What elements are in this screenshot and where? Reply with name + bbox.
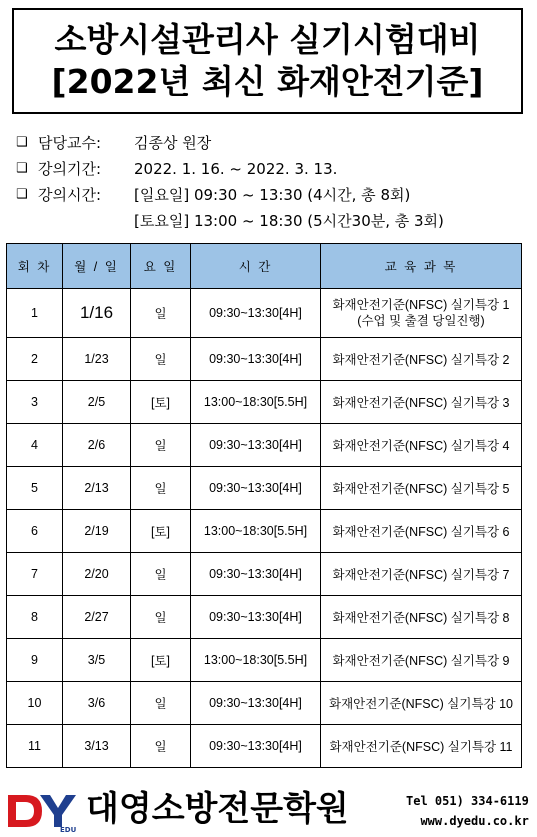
cell-session: 3 [7,381,63,424]
cell-time: 09:30~13:30[4H] [191,596,321,639]
cell-date: 1/16 [63,289,131,338]
header-time: 시 간 [191,244,321,289]
table-row [7,381,522,424]
logo-sub-text: EDU [60,826,77,833]
cell-day: 일 [131,596,191,639]
cell-subject [321,289,522,338]
cell-date: 2/5 [63,381,131,424]
cell-session: 1 [7,289,63,338]
cell-day: 일 [131,467,191,510]
table-row [7,639,522,682]
cell-session: 6 [7,510,63,553]
header-day: 요 일 [131,244,191,289]
schedule-table [6,243,522,768]
title-line-1: 소방시설관리사 실기시험대비 [54,20,481,59]
cell-day: 일 [131,424,191,467]
info-time [16,182,526,208]
table-row [7,725,522,768]
cell-session: 7 [7,553,63,596]
cell-day: 일 [131,338,191,381]
cell-subject: 화재안전기준(NFSC) 실기특강 6 [321,510,522,553]
dy-edu-logo-icon [6,789,86,833]
checkbox-bullet-icon: ❑ [16,135,28,150]
cell-date: 2/27 [63,596,131,639]
info-professor [16,130,526,156]
website-link[interactable]: www.dyedu.co.kr [420,814,529,828]
table-row [7,289,522,338]
table-row [7,424,522,467]
cell-time: 13:00~18:30[5.5H] [191,381,321,424]
cell-time: 09:30~13:30[4H] [191,289,321,338]
cell-session: 11 [7,725,63,768]
title-line-2: [2022년 최신 화재안전기준] [51,62,484,101]
cell-time: 09:30~13:30[4H] [191,725,321,768]
cell-day: 일 [131,553,191,596]
subject-text: 화재안전기준(NFSC) 실기특강 1 [332,298,510,312]
cell-subject: 화재안전기준(NFSC) 실기특강 10 [321,682,522,725]
cell-subject: 화재안전기준(NFSC) 실기특강 2 [321,338,522,381]
cell-time: 13:00~18:30[5.5H] [191,510,321,553]
checkbox-bullet-icon: ❑ [16,161,28,176]
cell-session: 10 [7,682,63,725]
header-subject: 교 육 과 목 [321,244,522,289]
cell-date: 1/23 [63,338,131,381]
cell-date: 2/19 [63,510,131,553]
academy-name: 대영소방전문학원 [86,789,349,829]
cell-time: 13:00~18:30[5.5H] [191,639,321,682]
cell-time: 09:30~13:30[4H] [191,424,321,467]
header-date: 월 / 일 [63,244,131,289]
time-label: 강의시간: [38,186,102,204]
cell-session: 2 [7,338,63,381]
cell-subject: 화재안전기준(NFSC) 실기특강 3 [321,381,522,424]
cell-day: 일 [131,682,191,725]
time-value-sunday: [일요일] 09:30 ~ 13:30 (4시간, 총 8회) [134,186,411,204]
cell-date: 3/5 [63,639,131,682]
cell-day: [토] [131,381,191,424]
period-value: 2022. 1. 16. ~ 2022. 3. 13. [134,160,338,178]
table-row [7,682,522,725]
info-period [16,156,526,182]
cell-session: 4 [7,424,63,467]
cell-session: 5 [7,467,63,510]
header-session: 회 차 [7,244,63,289]
table-row [7,553,522,596]
cell-time: 09:30~13:30[4H] [191,682,321,725]
cell-date: 3/13 [63,725,131,768]
cell-subject: 화재안전기준(NFSC) 실기특강 11 [321,725,522,768]
phone-number: Tel 051) 334-6119 [406,794,529,808]
cell-subject: 화재안전기준(NFSC) 실기특강 5 [321,467,522,510]
cell-day: 일 [131,289,191,338]
cell-time: 09:30~13:30[4H] [191,467,321,510]
cell-time: 09:30~13:30[4H] [191,553,321,596]
info-time-continued [16,208,526,234]
contact-info [406,791,529,831]
table-header-row [7,244,522,289]
title-box [12,8,523,114]
table-row [7,596,522,639]
cell-day: 일 [131,725,191,768]
table-row [7,510,522,553]
cell-day: [토] [131,510,191,553]
checkbox-bullet-icon: ❑ [16,187,28,202]
cell-date: 3/6 [63,682,131,725]
table-row [7,338,522,381]
cell-session: 9 [7,639,63,682]
cell-time: 09:30~13:30[4H] [191,338,321,381]
professor-value: 김종상 원장 [134,134,212,152]
subject-note: (수업 및 출결 당일진행) [357,314,485,328]
footer [0,783,537,837]
cell-subject: 화재안전기준(NFSC) 실기특강 8 [321,596,522,639]
course-info [16,130,526,234]
cell-date: 2/13 [63,467,131,510]
cell-subject: 화재안전기준(NFSC) 실기특강 9 [321,639,522,682]
period-label: 강의기간: [38,160,102,178]
time-value-saturday: [토요일] 13:00 ~ 18:30 (5시간30분, 총 3회) [134,212,444,230]
professor-label: 담당교수: [38,134,102,152]
cell-day: [토] [131,639,191,682]
cell-date: 2/6 [63,424,131,467]
cell-subject: 화재안전기준(NFSC) 실기특강 7 [321,553,522,596]
table-row [7,467,522,510]
cell-session: 8 [7,596,63,639]
cell-date: 2/20 [63,553,131,596]
cell-subject: 화재안전기준(NFSC) 실기특강 4 [321,424,522,467]
